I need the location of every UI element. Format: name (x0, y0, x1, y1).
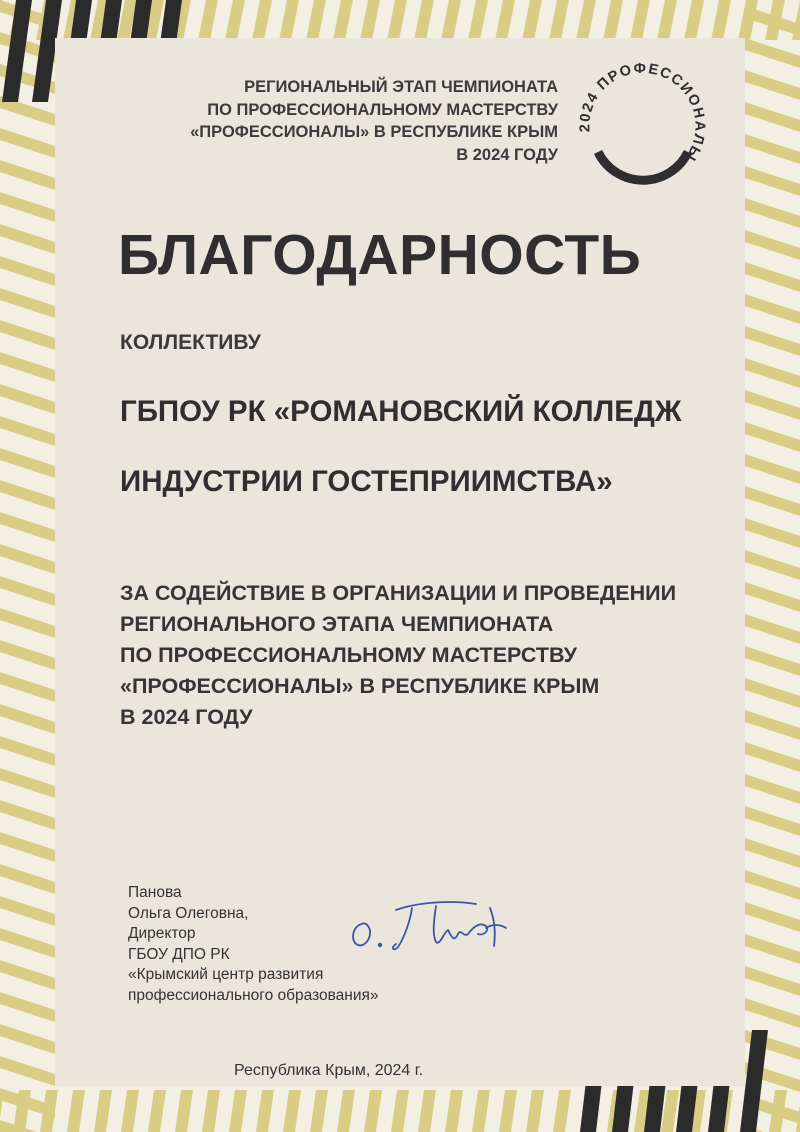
svg-text:2024 ПРОФЕССИОНАЛЫ (577, 61, 707, 165)
organization-line: ИНДУСТРИИ ГОСТЕПРИИМСТВА» (120, 465, 613, 498)
place-and-year: Республика Крым, 2024 г. (234, 1062, 424, 1079)
reason-line: РЕГИОНАЛЬНОГО ЭТАПА ЧЕМПИОНАТА (120, 612, 554, 636)
signer-line: Ольга Олеговна, (128, 904, 249, 922)
reason-text (120, 578, 676, 733)
header-line: В 2024 ГОДУ (456, 145, 558, 164)
signer-line: Директор (128, 925, 196, 942)
professionaly-ring-logo-icon (568, 48, 718, 198)
reason-line: ЗА СОДЕЙСТВИЕ В ОРГАНИЗАЦИИ И ПРОВЕДЕНИИ (120, 581, 677, 605)
recipient-organization (120, 394, 682, 534)
event-header (180, 76, 558, 166)
handwritten-signature-icon (340, 890, 530, 960)
document-title: БЛАГОДАРНОСТЬ (118, 223, 642, 287)
reason-line: ПО ПРОФЕССИОНАЛЬНОМУ МАСТЕРСТВУ (120, 643, 578, 667)
header-line: «ПРОФЕССИОНАЛЫ» В РЕСПУБЛИКЕ КРЫМ (190, 123, 558, 141)
signer-line: Панова (128, 884, 182, 901)
signer-line: профессионального образования» (128, 986, 379, 1004)
header-line: РЕГИОНАЛЬНЫЙ ЭТАП ЧЕМПИОНАТА (244, 78, 558, 96)
recipient-label: КОЛЛЕКТИВУ (120, 331, 261, 354)
signer-line: ГБОУ ДПО РК (128, 945, 230, 963)
header-line: ПО ПРОФЕССИОНАЛЬНОМУ МАСТЕРСТВУ (207, 100, 558, 119)
signer-line: «Крымский центр развития (128, 966, 324, 983)
organization-line: ГБПОУ РК «РОМАНОВСКИЙ КОЛЛЕДЖ (120, 395, 682, 428)
reason-line: В 2024 ГОДУ (120, 705, 253, 729)
reason-line: «ПРОФЕССИОНАЛЫ» В РЕСПУБЛИКЕ КРЫМ (120, 674, 600, 698)
logo-arc-text: 2024 ПРОФЕССИОНАЛЫ (577, 60, 708, 165)
